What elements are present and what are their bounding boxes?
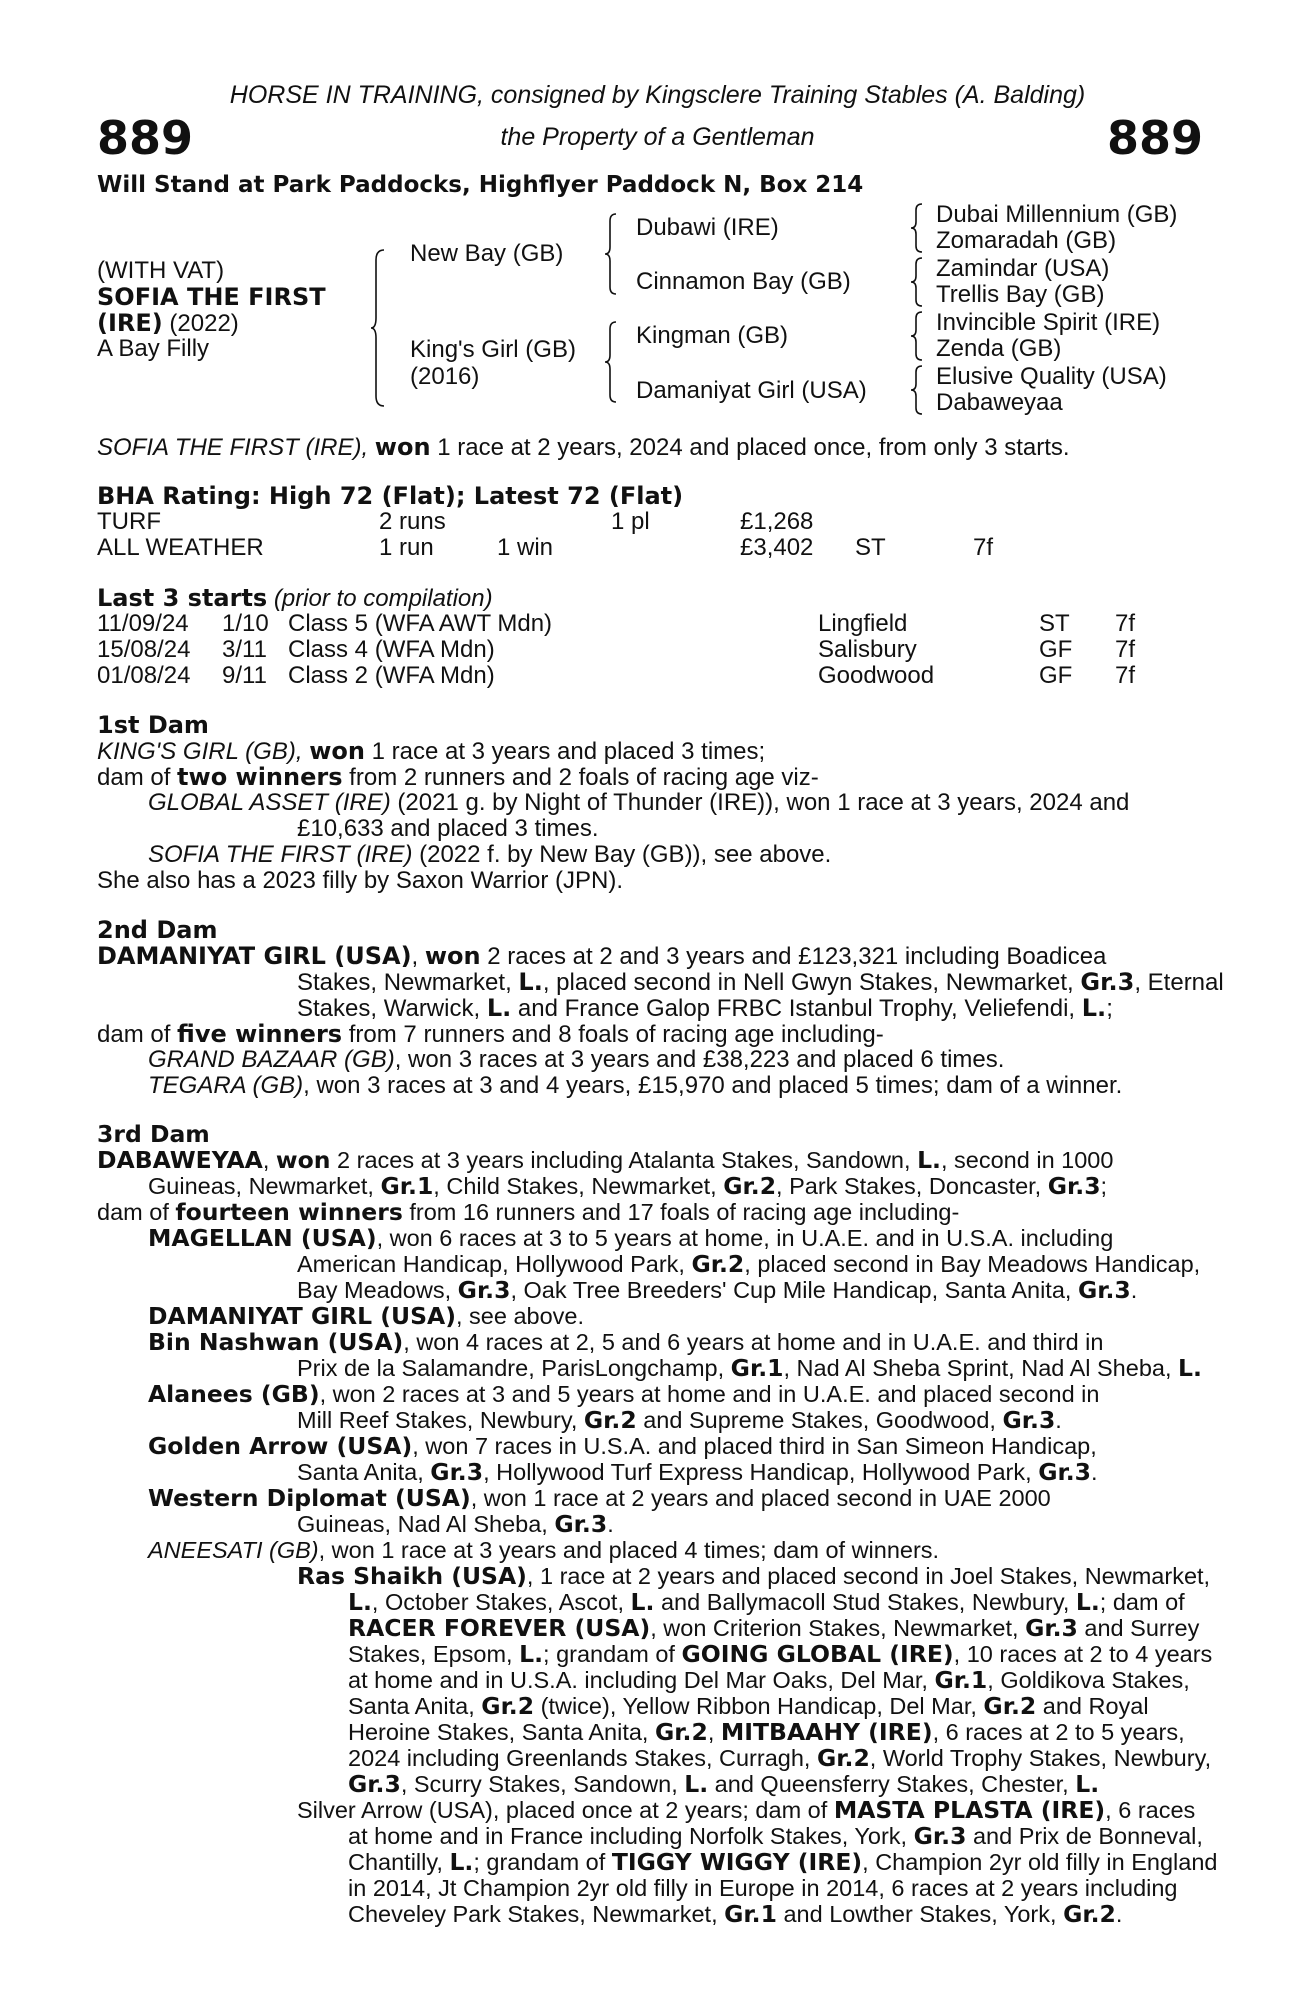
- dam-line: dam of two winners from 2 runners and 2 foals of racing age viz-: [97, 763, 819, 791]
- start-course: Goodwood: [818, 662, 935, 689]
- brace-ss: [910, 202, 924, 254]
- horse-country-year: [97, 310, 239, 337]
- grand-progeny-line: RACER FOREVER (USA), won Criterion Stakes, Newmarket, Gr.3 and Surrey: [348, 1614, 1200, 1642]
- progeny-line: Golden Arrow (USA), won 7 races in U.S.A. and placed third in San Simeon Handicap,: [148, 1432, 1097, 1460]
- start-race: Class 5 (WFA AWT Mdn): [288, 610, 553, 637]
- record-row: [0, 535, 1315, 561]
- dam-line: dam of five winners from 7 runners and 8 foals of racing age including-: [97, 1020, 884, 1048]
- start-going: GF: [1039, 636, 1073, 663]
- record-surface: TURF: [97, 508, 161, 535]
- last-starts-heading: [97, 585, 493, 612]
- progeny-line: Santa Anita, Gr.3, Hollywood Turf Express Handicap, Hollywood Park, Gr.3.: [297, 1458, 1098, 1486]
- record-runs: 1 run: [379, 534, 434, 561]
- progeny-line: Mill Reef Stakes, Newbury, Gr.2 and Supreme Stakes, Goodwood, Gr.3.: [297, 1406, 1062, 1434]
- start-row: [0, 611, 1315, 637]
- sd-dam: Trellis Bay (GB): [936, 281, 1105, 308]
- brace-dam: [604, 320, 618, 404]
- grand-progeny-line: Chantilly, L.; grandam of TIGGY WIGGY (IRE), Champion 2yr old filly in England: [348, 1848, 1218, 1876]
- record-prize: £1,268: [740, 508, 814, 535]
- location-line: Will Stand at Park Paddocks, Highflyer Paddock N, Box 214: [97, 172, 864, 198]
- horse-description: A Bay Filly: [97, 335, 210, 362]
- dd-sire: Elusive Quality (USA): [936, 363, 1167, 390]
- progeny-line: TEGARA (GB), won 3 races at 3 and 4 years, £15,970 and placed 5 times; dam of a winner.: [148, 1072, 1123, 1099]
- record-placed: 1 pl: [611, 508, 650, 535]
- start-row: [0, 663, 1315, 689]
- ds-sire: Invincible Spirit (IRE): [936, 309, 1161, 336]
- start-distance: 7f: [1115, 610, 1136, 637]
- dam-note: She also has a 2023 filly by Saxon Warrior (JPN).: [97, 867, 623, 894]
- start-race: Class 2 (WFA Mdn): [288, 662, 495, 689]
- start-going: GF: [1039, 662, 1073, 689]
- record-going: ST: [855, 534, 886, 561]
- grand-progeny-line: Gr.3, Scurry Stakes, Sandown, L. and Queensferry Stakes, Chester, L.: [348, 1770, 1100, 1798]
- grand-progeny-line: 2024 including Greenlands Stakes, Curragh, Gr.2, World Trophy Stakes, Newbury,: [348, 1744, 1212, 1772]
- progeny-line: ANEESATI (GB), won 1 race at 3 years and placed 4 times; dam of winners.: [148, 1537, 940, 1563]
- dam-line: DABAWEYAA, won 2 races at 3 years including Atalanta Stakes, Sandown, L., second in 1000: [97, 1146, 1114, 1174]
- progeny-line: American Handicap, Hollywood Park, Gr.2, placed second in Bay Meadows Handicap,: [297, 1250, 1201, 1278]
- start-position: 9/11: [222, 662, 267, 689]
- sire-dam: Cinnamon Bay (GB): [636, 268, 851, 295]
- ds-dam: Zenda (GB): [936, 335, 1062, 362]
- brace-sire: [604, 212, 618, 296]
- dam-line: dam of fourteen winners from 16 runners and 17 foals of racing age including-: [97, 1198, 960, 1226]
- brace-dd: [910, 364, 924, 416]
- record-prize: £3,402: [740, 534, 814, 561]
- lot-number-right: 889: [1106, 111, 1203, 165]
- progeny-line: £10,633 and placed 3 times.: [297, 815, 599, 842]
- dam-dam: Damaniyat Girl (USA): [636, 377, 867, 404]
- horse-year: (2022): [162, 310, 239, 337]
- start-date: 11/09/24: [97, 610, 189, 637]
- summary-won: won: [374, 433, 431, 461]
- vat-label: (WITH VAT): [97, 257, 225, 284]
- lot-number-left: 889: [97, 111, 194, 165]
- horse-name: SOFIA THE FIRST: [97, 283, 326, 311]
- start-course: Lingfield: [818, 610, 908, 637]
- sire: New Bay (GB): [410, 240, 564, 267]
- dd-dam: Dabaweyaa: [936, 389, 1063, 416]
- record-surface: ALL WEATHER: [97, 534, 264, 561]
- start-date: 15/08/24: [97, 636, 191, 663]
- start-course: Salisbury: [818, 636, 917, 663]
- progeny-line: SOFIA THE FIRST (IRE) (2022 f. by New Bay (GB)), see above.: [148, 841, 832, 868]
- bha-rating: BHA Rating: High 72 (Flat); Latest 72 (Flat): [97, 482, 684, 510]
- horse-country: (IRE): [97, 309, 163, 337]
- race-summary: [97, 434, 1070, 461]
- dam-line: KING'S GIRL (GB), won 1 race at 3 years and placed 3 times;: [97, 737, 766, 765]
- dam-year: (2016): [410, 363, 480, 390]
- progeny-line: MAGELLAN (USA), won 6 races at 3 to 5 years at home, in U.A.E. and in U.S.A. including: [148, 1224, 1114, 1252]
- grand-progeny-line: at home and in U.S.A. including Del Mar Oaks, Del Mar, Gr.1, Goldikova Stakes,: [348, 1666, 1190, 1694]
- brace-gen1: [370, 248, 386, 408]
- last-starts-title: Last 3 starts: [97, 584, 268, 612]
- consignor-line: HORSE IN TRAINING, consigned by Kingsclere Training Stables (A. Balding): [229, 81, 1086, 109]
- sd-sire: Zamindar (USA): [936, 255, 1110, 282]
- start-distance: 7f: [1115, 662, 1136, 689]
- grand-progeny-line: in 2014, Jt Champion 2yr old filly in Europe in 2014, 6 races at 2 years including: [348, 1875, 1178, 1901]
- start-distance: 7f: [1115, 636, 1136, 663]
- ss-sire: Dubai Millennium (GB): [936, 201, 1178, 228]
- grand-progeny-line: L., October Stakes, Ascot, L. and Ballymacoll Stud Stakes, Newbury, L.; dam of: [348, 1588, 1185, 1616]
- sire-sire: Dubawi (IRE): [636, 214, 779, 241]
- progeny-line: Prix de la Salamandre, ParisLongchamp, Gr.1, Nad Al Sheba Sprint, Nad Al Sheba, L.: [297, 1354, 1202, 1382]
- progeny-line: DAMANIYAT GIRL (USA), see above.: [148, 1302, 585, 1330]
- summary-horse-name: SOFIA THE FIRST (IRE),: [97, 434, 369, 461]
- dam-line: Stakes, Warwick, L. and France Galop FRBC Istanbul Trophy, Veliefendi, L.;: [297, 994, 1113, 1022]
- start-going: ST: [1039, 610, 1070, 637]
- summary-text: 1 race at 2 years, 2024 and placed once, from only 3 starts.: [430, 434, 1070, 461]
- first-dam-section: [97, 712, 1207, 894]
- progeny-line: Bay Meadows, Gr.3, Oak Tree Breeders' Cup Mile Handicap, Santa Anita, Gr.3.: [297, 1276, 1138, 1304]
- second-dam-section: [97, 916, 1224, 1099]
- section-heading: 3rd Dam: [97, 1120, 210, 1148]
- dam: King's Girl (GB): [410, 336, 576, 363]
- grand-progeny-line: Cheveley Park Stakes, Newmarket, Gr.1 and Lowther Stakes, York, Gr.2.: [348, 1900, 1123, 1928]
- property-line: the Property of a Gentleman: [500, 123, 815, 151]
- last-starts-note: (prior to compilation): [267, 585, 493, 612]
- dam-line: DAMANIYAT GIRL (USA), won 2 races at 2 and 3 years and £123,321 including Boadicea: [97, 942, 1107, 970]
- ss-dam: Zomaradah (GB): [936, 227, 1117, 254]
- grand-progeny-line: Heroine Stakes, Santa Anita, Gr.2, MITBAAHY (IRE), 6 races at 2 to 5 years,: [348, 1718, 1185, 1746]
- record-wins: 1 win: [497, 534, 554, 561]
- start-position: 1/10: [222, 610, 269, 637]
- third-dam-section: [97, 1120, 1218, 1928]
- record-runs: 2 runs: [379, 508, 446, 535]
- section-heading: 2nd Dam: [97, 916, 218, 944]
- dam-sire: Kingman (GB): [636, 322, 789, 349]
- progeny-line: GLOBAL ASSET (IRE) (2021 g. by Night of Thunder (IRE)), won 1 race at 3 years, 2024 and: [148, 789, 1130, 816]
- start-date: 01/08/24: [97, 662, 191, 689]
- dam-line: Stakes, Newmarket, L., placed second in Nell Gwyn Stakes, Newmarket, Gr.3, Eternal: [297, 968, 1224, 996]
- grand-progeny-line: Silver Arrow (USA), placed once at 2 years; dam of MASTA PLASTA (IRE), 6 races: [297, 1796, 1196, 1824]
- dam-line: Guineas, Newmarket, Gr.1, Child Stakes, Newmarket, Gr.2, Park Stakes, Doncaster, Gr.3;: [148, 1172, 1108, 1200]
- grand-progeny-line: Santa Anita, Gr.2 (twice), Yellow Ribbon Handicap, Del Mar, Gr.2 and Royal: [348, 1692, 1149, 1720]
- record-row: [0, 509, 1315, 535]
- progeny-line: Guineas, Nad Al Sheba, Gr.3.: [297, 1510, 614, 1538]
- progeny-line: Bin Nashwan (USA), won 4 races at 2, 5 and 6 years at home and in U.A.E. and third in: [148, 1328, 1104, 1356]
- brace-sd: [910, 256, 924, 308]
- section-heading: 1st Dam: [97, 711, 209, 739]
- progeny-line: Alanees (GB), won 2 races at 3 and 5 years at home and in U.A.E. and placed second in: [148, 1380, 1100, 1408]
- start-row: [0, 637, 1315, 663]
- grand-progeny-line: Stakes, Epsom, L.; grandam of GOING GLOBAL (IRE), 10 races at 2 to 4 years: [348, 1640, 1213, 1668]
- progeny-line: Western Diplomat (USA), won 1 race at 2 years and placed second in UAE 2000: [148, 1484, 1051, 1512]
- grand-progeny-line: Ras Shaikh (USA), 1 race at 2 years and placed second in Joel Stakes, Newmarket,: [297, 1562, 1211, 1590]
- start-race: Class 4 (WFA Mdn): [288, 636, 495, 663]
- start-position: 3/11: [222, 636, 267, 663]
- brace-ds: [910, 310, 924, 362]
- record-distance: 7f: [973, 534, 994, 561]
- progeny-line: GRAND BAZAAR (GB), won 3 races at 3 years and £38,223 and placed 6 times.: [148, 1046, 1005, 1073]
- grand-progeny-line: at home and in France including Norfolk Stakes, York, Gr.3 and Prix de Bonneval,: [348, 1822, 1203, 1850]
